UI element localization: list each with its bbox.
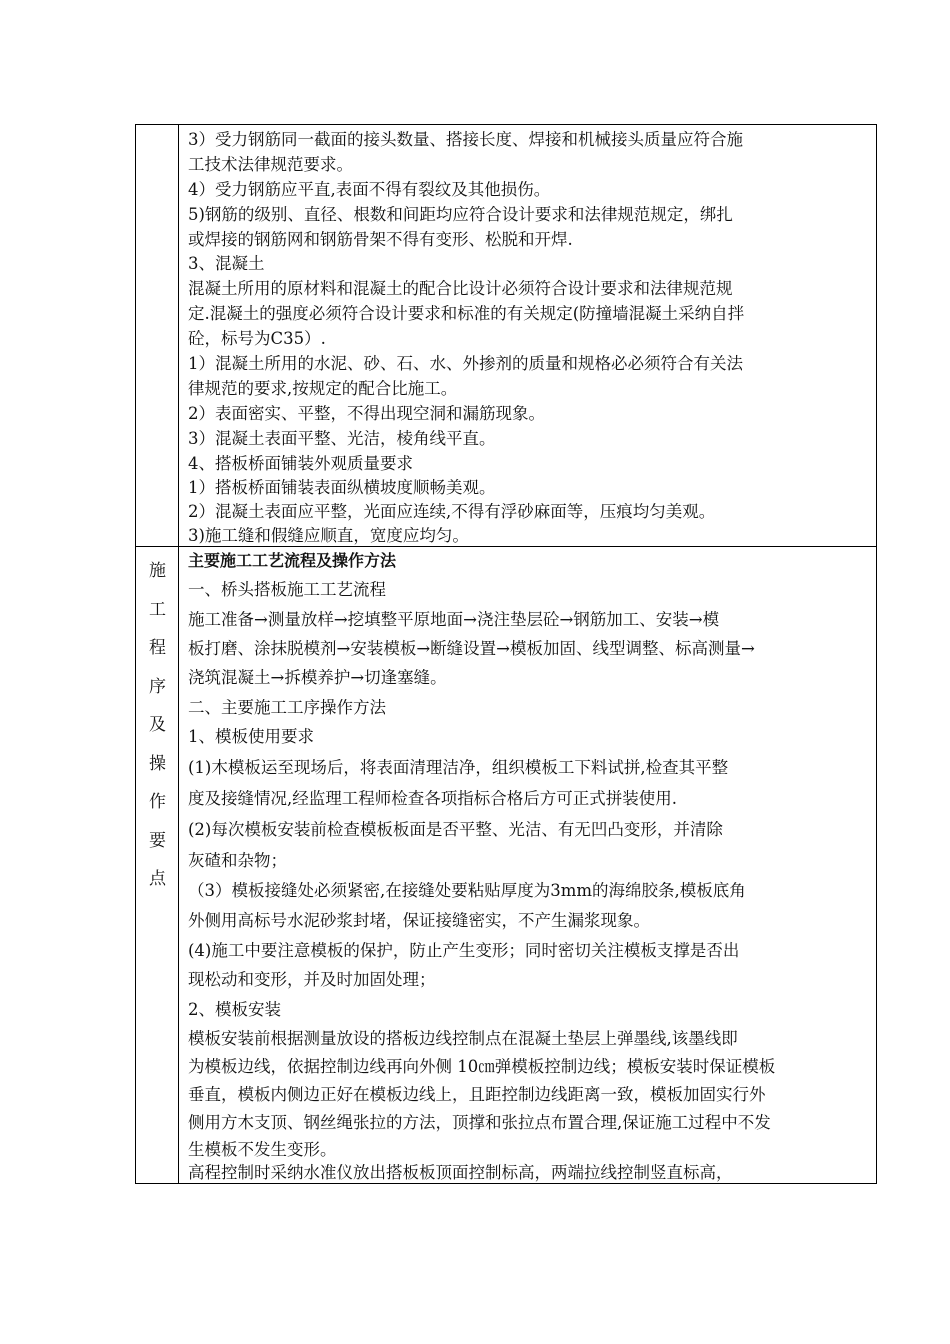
table-row-process-and-operations xyxy=(135,546,877,1184)
label-char: 作 xyxy=(149,792,166,812)
text-line: 4）受力钢筋应平直,表面不得有裂纹及其他损伤。 xyxy=(188,180,551,199)
label-char: 施 xyxy=(149,561,166,581)
text-line: 或焊接的钢筋网和钢筋骨架不得有变形、松脱和开焊. xyxy=(188,230,573,249)
text-line: 板打磨、涂抹脱模剂→安装模板→断缝设置→模板加固、线型调整、标高测量→ xyxy=(188,639,755,658)
text-line: 工技术法律规范要求。 xyxy=(188,155,353,174)
text-line: 高程控制时采纳水准仪放出搭板板顶面控制标高，两端拉线控制竖直标高， xyxy=(188,1163,733,1182)
text-line: (1)木模板运至现场后，将表面清理洁净，组织模板工下料试拼,检查其平整 xyxy=(188,758,729,777)
vertical-row-label xyxy=(136,552,179,899)
text-line: 灰碴和杂物； xyxy=(188,851,287,870)
text-line: 现松动和变形，并及时加固处理； xyxy=(188,970,436,989)
text-line: 一、桥头搭板施工工艺流程 xyxy=(188,580,386,599)
text-line: 施工准备→测量放样→挖填整平原地面→浇注垫层砼→钢筋加工、安装→模 xyxy=(188,610,720,629)
text-line: (2)每次模板安装前检查模板板面是否平整、光洁、有无凹凸变形，并清除 xyxy=(188,820,723,839)
text-line: 为模板边线，依据控制边线再向外侧 10㎝弹模板控制边线；模板安装时保证模板 xyxy=(188,1057,776,1076)
text-line: 2、模板安装 xyxy=(188,1000,281,1019)
text-line: 4、搭板桥面铺装外观质量要求 xyxy=(188,454,413,473)
row-label-cell xyxy=(136,546,179,1183)
label-char: 程 xyxy=(149,638,166,658)
text-line: 二、主要施工工序操作方法 xyxy=(188,698,386,717)
text-line: 3）混凝土表面平整、光洁，棱角线平直。 xyxy=(188,429,496,448)
text-line: 生模板不发生变形。 xyxy=(188,1140,337,1159)
text-line: 外侧用高标号水泥砂浆封堵，保证接缝密实，不产生漏浆现象。 xyxy=(188,911,650,930)
text-line: （3）模板接缝处必须紧密,在接缝处要粘贴厚度为3mm的海绵胶条,模板底角 xyxy=(188,881,746,900)
text-line: 5)钢筋的级别、直径、根数和间距均应符合设计要求和法律规范规定，绑扎 xyxy=(188,205,733,224)
text-line: 1）搭板桥面铺装表面纵横坡度顺畅美观。 xyxy=(188,478,496,497)
text-line: 浇筑混凝土→拆模养护→切逢塞缝。 xyxy=(188,668,447,687)
text-line: 1）混凝土所用的水泥、砂、石、水、外掺剂的质量和规格必必须符合有关法 xyxy=(188,354,743,373)
text-line: 砼，标号为C35）. xyxy=(188,329,326,348)
content-cell xyxy=(188,125,868,546)
label-char: 工 xyxy=(149,599,166,620)
label-char: 操 xyxy=(149,753,166,774)
text-line: 律规范的要求,按规定的配合比施工。 xyxy=(188,379,458,398)
label-char: 点 xyxy=(149,869,166,889)
text-line: 度及接缝情况,经监理工程师检查各项指标合格后方可正式拼装使用. xyxy=(188,789,677,808)
content-cell xyxy=(188,546,868,1183)
text-line: 3）受力钢筋同一截面的接头数量、搭接长度、焊接和机械接头质量应符合施 xyxy=(188,130,743,149)
text-line: 2）混凝土表面应平整，光面应连续,不得有浮砂麻面等，压痕均匀美观。 xyxy=(188,502,716,521)
text-line: 2）表面密实、平整，不得出现空洞和漏筋现象。 xyxy=(188,404,545,423)
table-row-quality-requirements xyxy=(135,124,877,547)
text-line: 模板安装前根据测量放设的搭板边线控制点在混凝土垫层上弹墨线,该墨线即 xyxy=(188,1029,738,1048)
text-line: 侧用方木支顶、钢丝绳张拉的方法，顶撑和张拉点布置合理,保证施工过程中不发 xyxy=(188,1113,771,1132)
label-char: 及 xyxy=(149,715,166,735)
text-line: (4)施工中要注意模板的保护，防止产生变形；同时密切关注模板支撑是否出 xyxy=(188,941,740,960)
label-char: 序 xyxy=(149,676,166,697)
text-line: 3)施工缝和假缝应顺直，宽度应均匀。 xyxy=(188,526,469,545)
row-label-cell xyxy=(136,125,179,546)
section-heading: 主要施工工艺流程及操作方法 xyxy=(188,551,397,570)
label-char: 要 xyxy=(149,830,166,851)
text-line: 混凝土所用的原材料和混凝土的配合比设计必须符合设计要求和法律规范规 xyxy=(188,279,733,298)
text-line: 1、模板使用要求 xyxy=(188,727,314,746)
text-line: 3、混凝土 xyxy=(188,254,265,273)
document-table xyxy=(135,124,877,1184)
text-line: 定.混凝土的强度必须符合设计要求和标准的有关规定(防撞墙混凝土采纳自拌 xyxy=(188,304,745,323)
text-line: 垂直，模板内侧边正好在模板边线上，且距控制边线距离一致，模板加固实行外 xyxy=(188,1085,766,1104)
